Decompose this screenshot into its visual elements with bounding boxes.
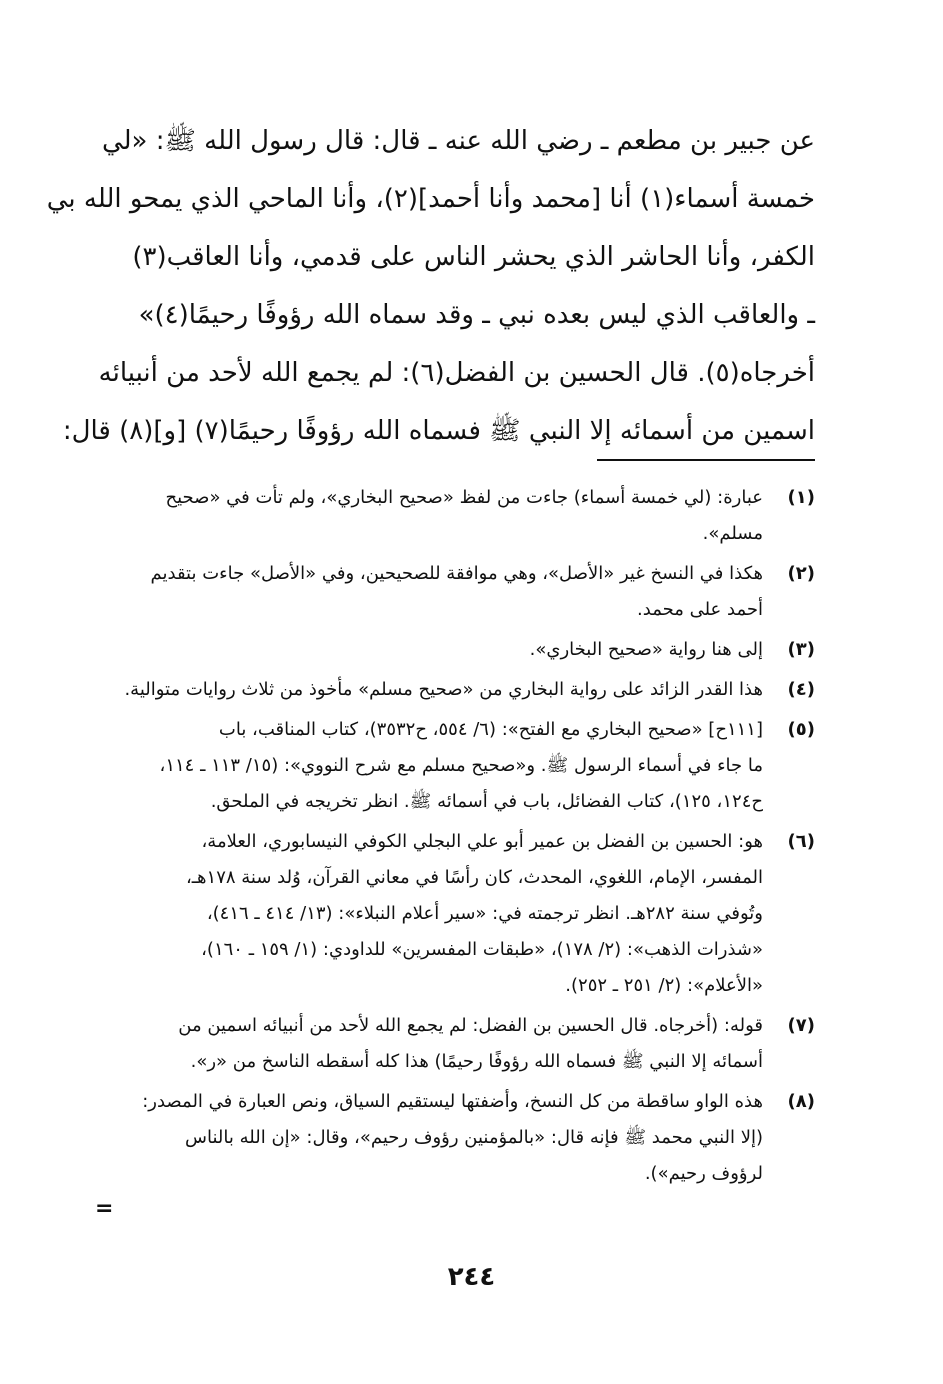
footnote-line: ح١٢٤، ١٢٥)، كتاب الفضائل، باب في أسمائه ﷺ. انظر تخريجه في الملحق. [210,791,763,812]
footnote-number: (٨) [787,1091,815,1112]
footnote-number: (٦) [787,831,815,852]
footnote-line: إلى هنا رواية «صحيح البخاري». [529,639,763,660]
footnote-number: (٤) [787,679,815,700]
footnote-3 [115,632,815,668]
footnote-separator-rule [597,459,815,461]
footnote-number: (٢) [787,563,815,584]
footnote-line: مسلم». [702,523,763,544]
main-text-line: أخرجاه(٥). قال الحسين بن الفضل(٦): لم يجمع الله لأحد من أنبيائه [98,358,815,388]
footnote-line: أسمائه إلا النبي ﷺ فسماه الله رؤوفًا رحيمًا) هذا كله أسقطه الناسخ من «ر». [190,1051,763,1072]
footnote-line: هذه الواو ساقطة من كل النسخ، وأضفتها ليستقيم السياق، ونص العبارة في المصدر: [142,1091,763,1112]
footnote-1 [115,480,815,552]
footnote-line: المفسر، الإمام، اللغوي، المحدث، كان رأسًا في معاني القرآن، وُلد سنة ١٧٨هـ، [185,867,763,888]
main-text-line: ـ والعاقب الذي ليس بعده نبي ـ وقد سماه الله رؤوفًا رحيمًا(٤)» [138,300,815,330]
footnote-number: (٣) [787,639,815,660]
footnote-line: «شذرات الذهب»: (٢/ ١٧٨)، «طبقات المفسرين» للداودي: (١/ ١٥٩ ـ ١٦٠)، [201,939,763,960]
footnote-line: عبارة: (لي خمسة أسماء) جاءت من لفظ «صحيح البخاري»، ولم تأت في «صحيح [165,487,763,508]
continuation-mark: = [95,1196,114,1221]
footnote-line: لرؤوف رحيم»). [644,1163,763,1184]
footnote-line: [١١١ح] «صحيح البخاري مع الفتح»: (٦/ ٥٥٤، ح٣٥٣٢)، كتاب المناقب، باب [218,719,763,740]
main-text-block [46,112,815,460]
footnote-line: وتُوفي سنة ٢٨٢هـ. انظر ترجمته في: «سير أعلام النبلاء»: (١٣/ ٤١٤ ـ ٤١٦)، [206,903,763,924]
footnote-6 [115,824,815,1004]
footnote-number: (١) [787,487,815,508]
main-text-line: عن جبير بن مطعم ـ رضي الله عنه ـ قال: قال رسول الله ﷺ: «لي [101,126,815,156]
footnotes-section [115,480,815,1196]
footnote-7 [115,1008,815,1080]
main-text-line: الكفر، وأنا الحاشر الذي يحشر الناس على قدمي، وأنا العاقب(٣) [132,242,815,272]
footnote-2 [115,556,815,628]
footnote-line: هو: الحسين بن الفضل بن عمير أبو علي البجلي الكوفي النيسابوري، العلامة، [201,831,763,852]
footnote-line: قوله: (أخرجاه. قال الحسين بن الفضل: لم يجمع الله لأحد من أنبيائه اسمين من [178,1015,763,1036]
footnote-4 [115,672,815,708]
footnote-number: (٧) [787,1015,815,1036]
page-number: ٢٤٤ [447,1262,496,1292]
footnote-line: هكذا في النسخ غير «الأصل»، وهي موافقة للصحيحين، وفي «الأصل» جاءت بتقديم [150,563,763,584]
footnote-5 [115,712,815,820]
footnote-line: ما جاء في أسماء الرسول ﷺ. و«صحيح مسلم مع شرح النووي»: (١٥/ ١١٣ ـ ١١٤، [159,755,763,776]
footnote-number: (٥) [787,719,815,740]
footnote-line: هذا القدر الزائد على رواية البخاري من «صحيح مسلم» مأخوذ من ثلاث روايات متوالية. [124,679,763,700]
main-text-line: خمسة أسماء(١) أنا [محمد وأنا أحمد](٢)، وأنا الماحي الذي يمحو الله بي [46,184,815,214]
footnote-8 [115,1084,815,1192]
footnote-line: «الأعلام»: (٢/ ٢٥١ ـ ٢٥٢). [565,975,763,996]
main-text-line: اسمين من أسمائه إلا النبي ﷺ فسماه الله رؤوفًا رحيمًا(٧) [و](٨) قال: [62,416,815,446]
footnote-line: (إلا النبي محمد ﷺ فإنه قال: «بالمؤمنين رؤوف رحيم»، وقال: «إن الله بالناس [185,1127,763,1148]
footnote-line: أحمد على محمد. [637,599,763,620]
